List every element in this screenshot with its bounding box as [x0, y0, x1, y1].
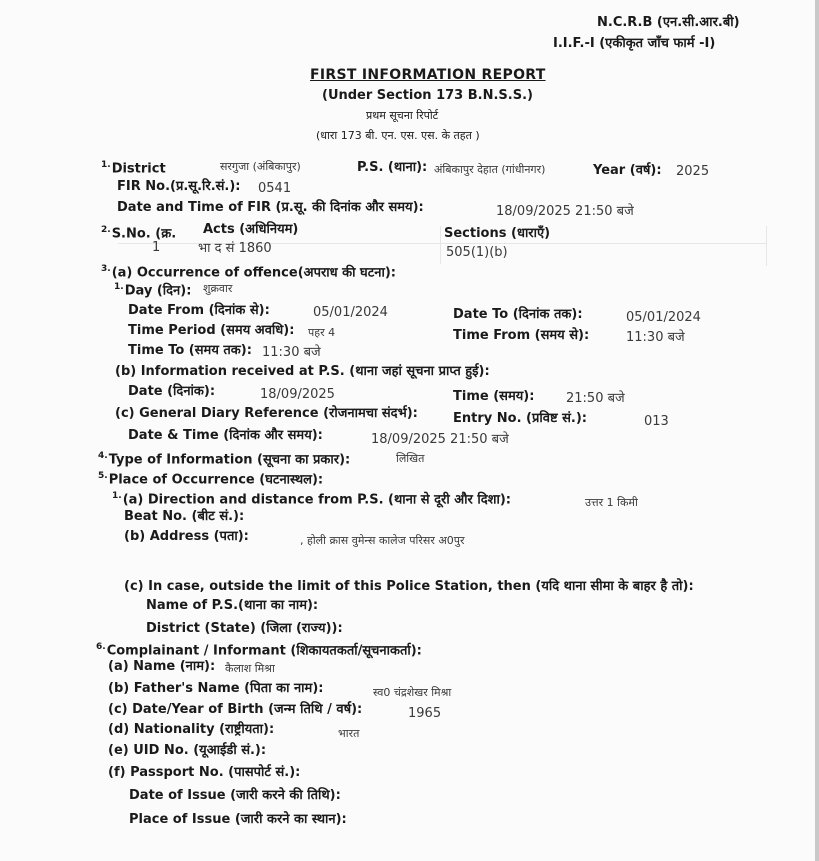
date-to-label: Date To (दिनांक तक): — [453, 307, 583, 322]
father-name-value: स्व0 चंद्रशेखर मिश्रा — [373, 686, 452, 699]
time-to-value: 11:30 बजे — [262, 345, 321, 360]
section-value: 505(1)(b) — [446, 245, 508, 260]
date-to-value: 05/01/2024 — [626, 310, 701, 325]
table-rule — [440, 226, 441, 264]
type-info-label: Type of Information (सूचना का प्रकार): — [108, 452, 351, 468]
info-time-label: Time (समय): — [453, 389, 535, 404]
date-from-label: Date From (दिनांक से): — [128, 303, 270, 318]
day-label: Day (दिन): — [124, 283, 192, 299]
ps-label: P.S. (थाना): — [357, 160, 428, 175]
outside-limit-label: (c) In case, outside the limit of this Police Station, then (यदि थाना सीमा के बाहर है तो): — [124, 579, 694, 594]
date-from-value: 05/01/2024 — [313, 305, 388, 320]
ncrb-label: N.C.R.B (एन.सी.आर.बी) — [597, 15, 740, 30]
nationality-label: (d) Nationality (राष्ट्रीयता): — [108, 722, 275, 737]
district-value: सरगुजा (अंबिकापुर) — [220, 160, 301, 173]
info-received-label: (b) Information received at P.S. (थाना जहां सूचना प्राप्त हुई): — [115, 364, 490, 379]
page-subtitle: (Under Section 173 B.N.S.S.) — [322, 88, 533, 103]
page-subtitle-hindi: (धारा 173 बी. एन. एस. एस. के तहत ) — [316, 129, 480, 142]
place-label: Place of Occurrence (घटनास्थल): — [108, 472, 324, 488]
sno-value: 1 — [152, 240, 161, 255]
dob-value: 1965 — [408, 706, 442, 721]
address-label: (b) Address (पता): — [124, 529, 249, 544]
day-row — [114, 279, 191, 299]
section-number: 4. — [98, 451, 108, 461]
ps-value: अंबिकापुर देहात (गांधीनगर) — [434, 163, 546, 176]
dob-label: (c) Date/Year of Birth (जन्म तिथि / वर्ष): — [108, 702, 363, 717]
type-info-value: लिखित — [396, 452, 425, 465]
gd-datetime-label: Date & Time (दिनांक और समय): — [128, 428, 323, 443]
address-value: , होली क्रास वुमेन्स कालेज परिसर अ0पुर — [300, 534, 465, 547]
time-from-label: Time From (समय से): — [453, 328, 590, 343]
year-label: Year (वर्ष): — [593, 163, 662, 178]
outside-district-label: District (State) (जिला (राज्य)): — [146, 621, 343, 636]
entry-no-value: 013 — [644, 414, 669, 429]
uid-label: (e) UID No. (यूआईडी सं.): — [108, 743, 267, 758]
fir-datetime-label: Date and Time of FIR (प्र.सू. की दिनांक और समय): — [117, 200, 424, 215]
type-of-information — [98, 448, 350, 468]
sno-label: S.No. (क्र. — [111, 226, 177, 242]
section-1-district — [101, 157, 166, 177]
time-period-value: पहर 4 — [308, 326, 336, 339]
table-rule — [766, 226, 767, 266]
fir-datetime-value: 18/09/2025 21:50 बजे — [496, 204, 634, 219]
page-title: FIRST INFORMATION REPORT — [310, 67, 546, 83]
occurrence-label: (a) Occurrence of offence(अपराध की घटना): — [111, 265, 396, 281]
sections-header: Sections (धाराएँ) — [444, 226, 551, 241]
act-value: भा द सं 1860 — [198, 241, 272, 256]
direction-label: (a) Direction and distance from P.S. (थाना से दूरी और दिशा): — [122, 492, 511, 508]
passport-label: (f) Passport No. (पासपोर्ट सं.): — [108, 765, 301, 780]
fir-no-value: 0541 — [258, 181, 292, 196]
place-of-occurrence — [98, 468, 323, 488]
entry-no-label: Entry No. (प्रविष्ट सं.): — [453, 411, 587, 426]
time-to-label: Time To (समय तक): — [128, 343, 252, 358]
complainant-name-value: कैलाश मिश्रा — [225, 662, 275, 675]
gd-reference-label: (c) General Diary Reference (रोजनामचा संदर्भ): — [115, 406, 418, 421]
item-number: 1. — [112, 491, 122, 501]
item-number: 1. — [114, 282, 124, 292]
section-number: 5. — [98, 471, 108, 481]
info-date-label: Date (दिनांक): — [128, 384, 216, 399]
time-from-value: 11:30 बजे — [626, 330, 685, 345]
direction-row — [112, 488, 511, 508]
gd-datetime-value: 18/09/2025 21:50 बजे — [371, 432, 509, 447]
section-number: 1. — [101, 160, 111, 170]
info-date-value: 18/09/2025 — [260, 387, 335, 402]
section-number: 3. — [101, 264, 111, 274]
page-edge — [815, 0, 819, 861]
complainant-heading — [96, 639, 422, 659]
nationality-value: भारत — [338, 727, 360, 740]
section-number: 2. — [101, 225, 111, 235]
issue-place-label: Place of Issue (जारी करने का स्थान): — [129, 812, 347, 827]
acts-header: Acts (अधिनियम) — [203, 222, 299, 237]
beat-no-label: Beat No. (बीट सं.): — [124, 509, 245, 524]
direction-value: उत्तर 1 किमी — [585, 496, 638, 509]
time-period-label: Time Period (समय अवधि): — [128, 323, 295, 338]
info-time-value: 21:50 बजे — [566, 391, 625, 406]
issue-date-label: Date of Issue (जारी करने की तिथि): — [129, 788, 341, 803]
complainant-name-label: (a) Name (नाम): — [108, 659, 216, 674]
year-value: 2025 — [676, 164, 710, 179]
section-number: 6. — [96, 642, 106, 652]
outside-ps-name-label: Name of P.S.(थाना का नाम): — [146, 598, 319, 613]
day-value: शुक्रवार — [203, 282, 233, 295]
complainant-label: Complainant / Informant (शिकायतकर्ता/सूचनाकर्ता): — [106, 643, 422, 659]
district-label: District — [111, 161, 166, 177]
fir-no-label: FIR No.(प्र.सू.रि.सं.): — [117, 179, 241, 194]
page-title-hindi: प्रथम सूचना रिपोर्ट — [366, 109, 439, 122]
iif-label: I.I.F.-I (एकीकृत जाँच फार्म -I) — [553, 36, 716, 51]
sno-header — [101, 222, 176, 242]
father-name-label: (b) Father's Name (पिता का नाम): — [108, 681, 324, 696]
